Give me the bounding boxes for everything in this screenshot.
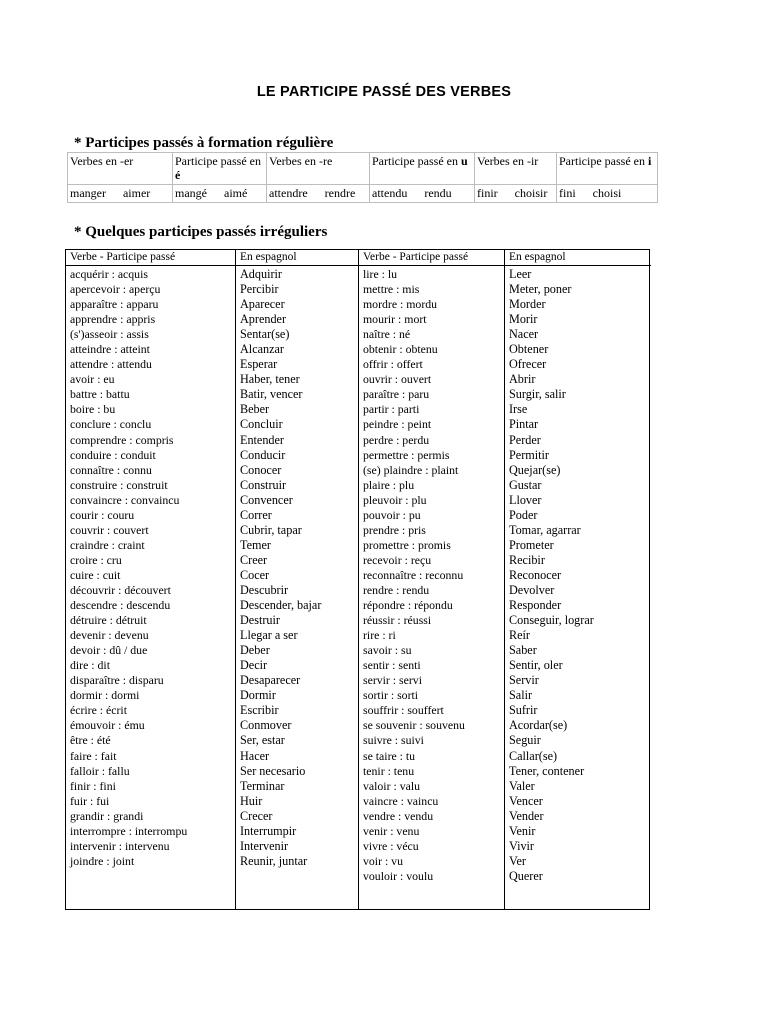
column-verb-participle-1 xyxy=(66,250,236,909)
list-item: écrire : écrit xyxy=(70,703,127,718)
list-item: Saber xyxy=(509,643,537,658)
list-item: Morir xyxy=(509,312,538,327)
header-cell: Participe passé en é xyxy=(173,153,267,185)
list-item: reconnaître : reconnu xyxy=(363,567,464,582)
list-item: Vivir xyxy=(509,838,534,853)
list-item: Reír xyxy=(509,628,530,643)
list-item: Tomar, agarrar xyxy=(509,522,581,537)
table-header-row xyxy=(68,153,658,185)
list-item: sortir : sorti xyxy=(363,688,419,703)
list-item: devoir : dû / due xyxy=(70,643,148,658)
list-item: Crecer xyxy=(240,808,273,823)
list-item: Acordar(se) xyxy=(509,718,568,733)
list-item: Concluir xyxy=(240,417,283,432)
list-item: répondre : répondu xyxy=(363,598,453,613)
list-item: se taire : tu xyxy=(363,748,416,763)
list-item: Aprender xyxy=(240,312,287,327)
list-item: souffrir : souffert xyxy=(363,703,444,718)
list-item: Haber, tener xyxy=(240,372,300,387)
list-item: Vender xyxy=(509,808,544,823)
list-item: Aparecer xyxy=(240,297,285,312)
list-item: vouloir : voulu xyxy=(363,868,434,883)
list-item: Dormir xyxy=(240,688,276,703)
list-item: rendre : rendu xyxy=(363,582,430,597)
list-item: Huir xyxy=(240,793,263,808)
list-item: plaire : plu xyxy=(363,477,415,492)
list-item: finir : fini xyxy=(70,778,116,793)
example-cell: fini choisi xyxy=(557,185,658,203)
list-item: Surgir, salir xyxy=(509,387,566,402)
list-item: suivre : suivi xyxy=(363,733,424,748)
list-item: avoir : eu xyxy=(70,372,115,387)
list-item: Querer xyxy=(509,868,543,883)
column-header: En espagnol xyxy=(236,250,358,266)
translation-list xyxy=(505,266,651,884)
list-item: prendre : pris xyxy=(363,522,426,537)
list-item: Destruir xyxy=(240,613,280,628)
regular-participles-table xyxy=(67,152,658,203)
list-item: Morder xyxy=(509,297,546,312)
list-item: recevoir : reçu xyxy=(363,552,432,567)
list-item: promettre : promis xyxy=(363,537,451,552)
list-item: servir : servi xyxy=(363,673,422,688)
list-item: Meter, poner xyxy=(509,282,572,297)
list-item: connaître : connu xyxy=(70,462,152,477)
list-item: Callar(se) xyxy=(509,748,558,763)
list-item: Descubrir xyxy=(240,582,289,597)
list-item: découvrir : découvert xyxy=(70,582,171,597)
list-item: joindre : joint xyxy=(70,853,135,868)
list-item: partir : parti xyxy=(363,402,420,417)
list-item: être : été xyxy=(70,733,111,748)
list-item: Irse xyxy=(509,402,528,417)
list-item: Salir xyxy=(509,688,533,703)
list-item: apprendre : appris xyxy=(70,312,156,327)
list-item: Percibir xyxy=(240,282,279,297)
list-item: couvrir : couvert xyxy=(70,522,149,537)
list-item: apercevoir : aperçu xyxy=(70,282,161,297)
list-item: dire : dit xyxy=(70,658,110,673)
column-spanish-2 xyxy=(505,250,651,909)
list-item: peindre : peint xyxy=(363,417,432,432)
list-item: construire : construit xyxy=(70,477,168,492)
list-item: Conseguir, lograr xyxy=(509,613,594,628)
list-item: Convencer xyxy=(240,492,293,507)
list-item: craindre : craint xyxy=(70,537,145,552)
list-item: Tener, contener xyxy=(509,763,585,778)
list-item: Reunir, juntar xyxy=(240,853,308,868)
list-item: atteindre : atteint xyxy=(70,342,150,357)
header-cell: Verbes en -re xyxy=(267,153,370,185)
list-item: Sufrir xyxy=(509,703,538,718)
list-item: détruire : détruit xyxy=(70,613,147,628)
list-item: falloir : fallu xyxy=(70,763,130,778)
list-item: Leer xyxy=(509,267,532,281)
list-item: faire : fait xyxy=(70,748,117,763)
example-cell: finir choisir xyxy=(475,185,557,203)
list-item: Venir xyxy=(509,823,536,838)
list-item: vendre : vendu xyxy=(363,808,434,823)
list-item: Esperar xyxy=(240,357,278,372)
list-item: Reconocer xyxy=(509,567,562,582)
list-item: Perder xyxy=(509,432,541,447)
list-item: courir : couru xyxy=(70,507,135,522)
list-item: Ser, estar xyxy=(240,733,285,748)
list-item: convaincre : convaincu xyxy=(70,492,180,507)
list-item: Decir xyxy=(240,658,268,673)
list-item: dormir : dormi xyxy=(70,688,140,703)
list-item: Prometer xyxy=(509,537,554,552)
list-item: tenir : tenu xyxy=(363,763,415,778)
column-header: Verbe - Participe passé xyxy=(66,250,235,266)
list-item: sentir : senti xyxy=(363,658,421,673)
list-item: vaincre : vaincu xyxy=(363,793,439,808)
list-item: Conmover xyxy=(240,718,292,733)
list-item: Seguir xyxy=(509,733,541,748)
list-item: Permitir xyxy=(509,447,549,462)
list-item: Cocer xyxy=(240,567,270,582)
list-item: valoir : valu xyxy=(363,778,421,793)
list-item: Construir xyxy=(240,477,287,492)
list-item: battre : battu xyxy=(70,387,130,402)
list-item: croire : cru xyxy=(70,552,122,567)
list-item: Poder xyxy=(509,507,538,522)
list-item: Nacer xyxy=(509,327,539,342)
list-item: pleuvoir : plu xyxy=(363,492,427,507)
list-item: Descender, bajar xyxy=(240,598,322,613)
list-item: Devolver xyxy=(509,582,555,597)
list-item: Llegar a ser xyxy=(240,628,298,643)
list-item: disparaître : disparu xyxy=(70,673,164,688)
list-item: intervenir : intervenu xyxy=(70,838,170,853)
list-item: Sentar(se) xyxy=(240,327,290,342)
list-item: Escribir xyxy=(240,703,279,718)
list-item: mordre : mordu xyxy=(363,297,438,312)
irregular-participles-table xyxy=(65,249,650,910)
list-item: Responder xyxy=(509,598,562,613)
list-item: interrompre : interrompu xyxy=(70,823,188,838)
list-item: vivre : vécu xyxy=(363,838,419,853)
list-item: émouvoir : ému xyxy=(70,718,145,733)
translation-list xyxy=(236,266,358,869)
list-item: Batir, vencer xyxy=(240,387,303,402)
list-item: Hacer xyxy=(240,748,270,763)
list-item: Correr xyxy=(240,507,272,522)
verb-list xyxy=(359,266,504,884)
list-item: devenir : devenu xyxy=(70,628,149,643)
header-cell: Verbes en -er xyxy=(68,153,173,185)
column-header: Verbe - Participe passé xyxy=(359,250,504,266)
list-item: Interrumpir xyxy=(240,823,297,838)
example-cell: mangé aimé xyxy=(173,185,267,203)
list-item: (s')asseoir : assis xyxy=(70,327,149,342)
list-item: offrir : offert xyxy=(363,357,423,372)
list-item: perdre : perdu xyxy=(363,432,430,447)
verb-list xyxy=(66,266,235,869)
list-item: Alcanzar xyxy=(240,342,284,357)
list-item: paraître : paru xyxy=(363,387,430,402)
column-header: En espagnol xyxy=(505,250,651,266)
list-item: lire : lu xyxy=(363,267,398,281)
list-item: Gustar xyxy=(509,477,542,492)
page-title: LE PARTICIPE PASSÉ DES VERBES xyxy=(256,84,512,100)
list-item: Conocer xyxy=(240,462,282,477)
list-item: Ver xyxy=(509,853,526,868)
list-item: Intervenir xyxy=(240,838,289,853)
list-item: (se) plaindre : plaint xyxy=(363,462,459,477)
list-item: Llover xyxy=(509,492,542,507)
example-cell: manger aimer xyxy=(68,185,173,203)
list-item: Abrir xyxy=(509,372,536,387)
list-item: grandir : grandi xyxy=(70,808,144,823)
list-item: Creer xyxy=(240,552,268,567)
list-item: mettre : mis xyxy=(363,282,420,297)
list-item: descendre : descendu xyxy=(70,598,171,613)
list-item: Entender xyxy=(240,432,284,447)
list-item: boire : bu xyxy=(70,402,116,417)
list-item: Quejar(se) xyxy=(509,462,561,477)
list-item: mourir : mort xyxy=(363,312,427,327)
list-item: naître : né xyxy=(363,327,411,342)
list-item: Beber xyxy=(240,402,270,417)
list-item: conclure : conclu xyxy=(70,417,152,432)
list-item: acquérir : acquis xyxy=(70,267,148,281)
header-cell: Participe passé en i xyxy=(557,153,658,185)
list-item: Temer xyxy=(240,537,271,552)
list-item: Desaparecer xyxy=(240,673,301,688)
table-row xyxy=(68,185,658,203)
list-item: Valer xyxy=(509,778,535,793)
list-item: Terminar xyxy=(240,778,285,793)
list-item: obtenir : obtenu xyxy=(363,342,438,357)
list-item: Pintar xyxy=(509,417,539,432)
list-item: réussir : réussi xyxy=(363,613,432,628)
list-item: ouvrir : ouvert xyxy=(363,372,432,387)
list-item: Cubrir, tapar xyxy=(240,522,302,537)
header-cell: Verbes en -ir xyxy=(475,153,557,185)
list-item: attendre : attendu xyxy=(70,357,152,372)
list-item: apparaître : apparu xyxy=(70,297,159,312)
example-cell: attendre rendre xyxy=(267,185,370,203)
list-item: Ser necesario xyxy=(240,763,306,778)
list-item: Recibir xyxy=(509,552,545,567)
section-heading-irregular: * Quelques participes passés irréguliers xyxy=(74,224,328,240)
list-item: Obtener xyxy=(509,342,549,357)
list-item: permettre : permis xyxy=(363,447,450,462)
list-item: rire : ri xyxy=(363,628,396,643)
section-heading-regular: * Participes passés à formation régulière xyxy=(74,135,334,151)
list-item: Servir xyxy=(509,673,539,688)
list-item: Vencer xyxy=(509,793,543,808)
list-item: venir : venu xyxy=(363,823,420,838)
list-item: Sentir, oler xyxy=(509,658,563,673)
header-cell: Participe passé en u xyxy=(370,153,475,185)
column-verb-participle-2 xyxy=(359,250,505,909)
list-item: Adquirir xyxy=(240,267,282,281)
list-item: conduire : conduit xyxy=(70,447,156,462)
list-item: Conducir xyxy=(240,447,286,462)
list-item: pouvoir : pu xyxy=(363,507,421,522)
list-item: Ofrecer xyxy=(509,357,547,372)
list-item: cuire : cuit xyxy=(70,567,121,582)
list-item: voir : vu xyxy=(363,853,403,868)
list-item: comprendre : compris xyxy=(70,432,174,447)
list-item: se souvenir : souvenu xyxy=(363,718,465,733)
example-cell: attendu rendu xyxy=(370,185,475,203)
list-item: savoir : su xyxy=(363,643,412,658)
list-item: Deber xyxy=(240,643,270,658)
column-spanish-1 xyxy=(236,250,359,909)
list-item: fuir : fui xyxy=(70,793,110,808)
